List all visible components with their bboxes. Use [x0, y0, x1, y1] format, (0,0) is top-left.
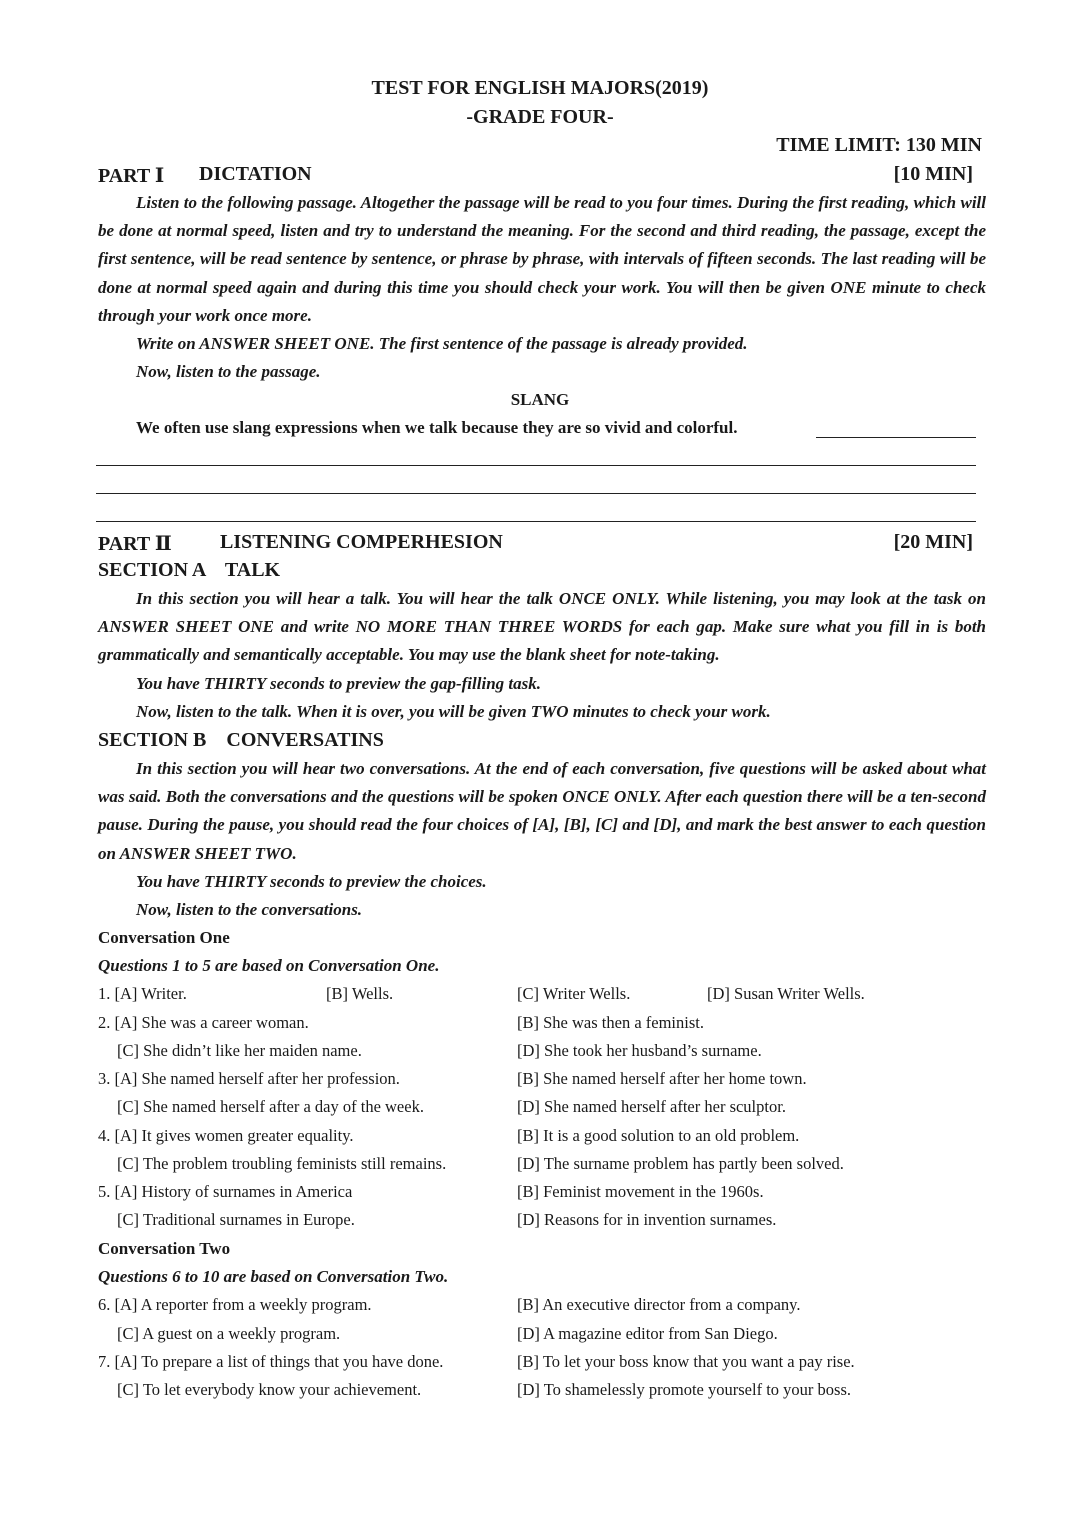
question-option: [C] To let everybody know your achievement.	[117, 1380, 422, 1399]
question-option: [B] To let your boss know that you want a pay rise.	[517, 1352, 855, 1371]
part1-instructions-block	[98, 189, 986, 386]
question-option: [D] To shamelessly promote yourself to your boss.	[517, 1380, 851, 1399]
part1-instructions: Listen to the following passage. Altogether the passage will be read to you four times. During the first reading, which will be done at normal speed, listen and try to understand the meaning. For the second and third reading, the passage, except the first sentence, will be read sentence by sentence, or phrase by phrase, with intervals of fifteen seconds. The last reading will be done at normal speed again and during this time you should check your work. You will then be given ONE minute to check through your work once more.	[98, 193, 986, 325]
passage-title: SLANG	[510, 390, 570, 409]
question-option: [C] She named herself after a day of the week.	[117, 1097, 424, 1116]
question-option: 4. [A] It gives women greater equality.	[98, 1126, 354, 1145]
question-option: 3. [A] She named herself after her profession.	[98, 1069, 400, 1088]
part1-time: [10 MIN]	[893, 163, 973, 185]
question-option: [B] She was then a feminist.	[517, 1013, 704, 1032]
question-option: [B] She named herself after her home town.	[517, 1069, 807, 1088]
question-option: [C] A guest on a weekly program.	[117, 1324, 341, 1343]
question-option: [D] Reasons for in invention surnames.	[517, 1210, 777, 1229]
answer-line	[96, 493, 976, 494]
section-b-preview: You have THIRTY seconds to preview the choices.	[136, 871, 487, 891]
section-b-instructions-block	[98, 755, 986, 924]
conversation-two-note: Questions 6 to 10 are based on Conversation Two.	[98, 1267, 449, 1286]
conversation-one-note: Questions 1 to 5 are based on Conversation One.	[98, 956, 440, 975]
section-b-instructions: In this section you will hear two conversations. At the end of each conversation, five questions will be asked about what was said. Both the conversations and the questions will be spoken ONCE ONLY. After each question there will be a ten-second pause. During the pause, you should read the four choices of [A], [B], [C] and [D], and mark the best answer to each question on ANSWER SHEET TWO.	[98, 759, 986, 863]
grade-subtitle: -GRADE FOUR-	[466, 106, 614, 128]
passage-first-sentence: We often use slang expressions when we talk because they are so vivid and colorful.	[136, 418, 738, 437]
question-option: 7. [A] To prepare a list of things that you have done.	[98, 1352, 444, 1371]
section-a-instructions: In this section you will hear a talk. You will hear the talk ONCE ONLY. While listening, you may look at the task on ANSWER SHEET ONE and write NO MORE THAN THREE WORDS for each gap. Make sure what you fill in is both grammatically and semantically acceptable. You may use the blank sheet for note-taking.	[98, 589, 986, 665]
question-option: [C] Writer Wells.	[517, 984, 631, 1003]
test-title: TEST FOR ENGLISH MAJORS(2019)	[371, 77, 709, 99]
conversation-one-title: Conversation One	[98, 928, 230, 947]
part1-now-listen: Now, listen to the passage.	[136, 362, 321, 382]
section-a-now-listen: Now, listen to the talk. When it is over, you will be given TWO minutes to check your work.	[136, 701, 771, 721]
part2-title: LISTENING COMPERHESION	[220, 531, 503, 553]
section-b-now-listen: Now, listen to the conversations.	[136, 900, 363, 920]
time-limit: TIME LIMIT: 130 MIN	[776, 134, 982, 156]
part1-label: PART Ⅰ	[98, 165, 165, 187]
question-option: [D] Susan Writer Wells.	[707, 984, 865, 1003]
question-option: [B] Wells.	[326, 984, 394, 1003]
answer-line	[96, 521, 976, 522]
answer-line	[816, 437, 976, 438]
question-option: 5. [A] History of surnames in America	[98, 1182, 353, 1201]
section-a-heading: SECTION A TALK	[98, 559, 281, 581]
section-a-instructions-block	[98, 585, 986, 726]
question-option: 2. [A] She was a career woman.	[98, 1013, 309, 1032]
section-a-preview: You have THIRTY seconds to preview the gap-filling task.	[136, 673, 541, 693]
question-option: [D] She named herself after her sculptor.	[517, 1097, 786, 1116]
question-option: [D] She took her husband’s surname.	[517, 1041, 762, 1060]
part2-label: PART Ⅱ	[98, 533, 172, 555]
question-option: [C] Traditional surnames in Europe.	[117, 1210, 355, 1229]
question-option: [C] The problem troubling feminists still remains.	[117, 1154, 447, 1173]
part2-time: [20 MIN]	[893, 531, 973, 553]
part1-title: DICTATION	[199, 163, 312, 185]
question-option: 6. [A] A reporter from a weekly program.	[98, 1295, 372, 1314]
conversation-two-title: Conversation Two	[98, 1239, 231, 1258]
answer-line	[96, 465, 976, 466]
question-option: [B] It is a good solution to an old problem.	[517, 1126, 800, 1145]
question-option: [C] She didn’t like her maiden name.	[117, 1041, 362, 1060]
section-b-heading: SECTION B CONVERSATINS	[98, 729, 384, 751]
question-option: [B] An executive director from a company.	[517, 1295, 801, 1314]
part1-write-on: Write on ANSWER SHEET ONE. The first sentence of the passage is already provided.	[136, 334, 748, 354]
question-option: [B] Feminist movement in the 1960s.	[517, 1182, 764, 1201]
question-option: 1. [A] Writer.	[98, 984, 187, 1003]
question-option: [D] The surname problem has partly been solved.	[517, 1154, 844, 1173]
question-option: [D] A magazine editor from San Diego.	[517, 1324, 778, 1343]
